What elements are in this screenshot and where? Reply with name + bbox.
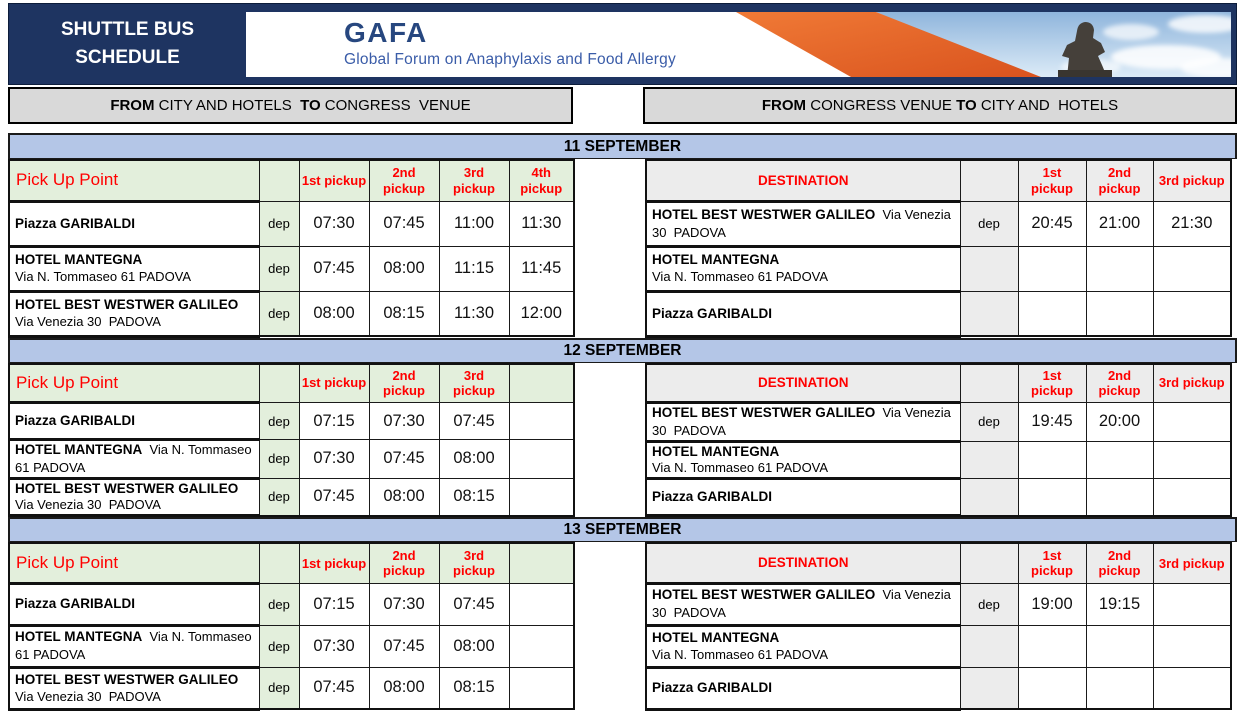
date-band-13-september	[8, 517, 1237, 542]
pickup-col-header: 2nd pickup	[369, 543, 439, 583]
dep-cell: dep	[259, 291, 299, 336]
schedule-title-line2: SCHEDULE	[75, 47, 180, 68]
destination-table-13-september	[645, 542, 1232, 711]
time-cell: 08:00	[369, 478, 439, 515]
time-cell: 11:45	[509, 246, 574, 291]
time-cell: 07:45	[369, 625, 439, 667]
time-cell	[1153, 291, 1231, 336]
time-cell	[509, 583, 574, 625]
table-row	[646, 403, 1231, 442]
shuttle-schedule-page	[8, 3, 1237, 711]
schedule-title	[9, 4, 246, 84]
time-cell: 08:00	[439, 440, 509, 479]
time-cell	[1018, 246, 1086, 291]
stop-cell	[646, 479, 960, 516]
pickup-table-13-september	[8, 542, 575, 711]
stop-cell	[646, 441, 960, 478]
time-cell	[1153, 625, 1231, 667]
pickup-col-header: 2nd pickup	[1086, 364, 1153, 403]
dep-cell: dep	[259, 403, 299, 440]
stop-name: HOTEL BEST WESTWER GALILEO	[652, 587, 876, 603]
from-label: FROM	[110, 97, 155, 114]
stop-address: Via N. Tommaseo 61 PADOVA	[15, 442, 256, 475]
dep-cell	[960, 441, 1018, 478]
time-cell: 07:30	[369, 403, 439, 440]
stop-name: HOTEL MANTEGNA	[652, 252, 780, 268]
time-cell: 07:30	[299, 440, 369, 479]
stop-name: HOTEL MANTEGNA	[652, 630, 780, 645]
stop-name: Piazza GARIBALDI	[15, 596, 136, 612]
pickup-col-header: 1st pickup	[1018, 160, 1086, 201]
stop-address: Via Venezia 30 PADOVA	[652, 405, 955, 438]
from-text: CITY AND HOTELS	[154, 97, 301, 114]
dep-column-header	[960, 160, 1018, 201]
date-label: 12 SEPTEMBER	[563, 341, 682, 359]
stop-address: Via N. Tommaseo 61 PADOVA	[652, 646, 829, 662]
stop-address: Via Venezia 30 PADOVA	[15, 688, 161, 704]
stop-address: Via N. Tommaseo 61 PADOVA	[652, 460, 829, 476]
dep-column-header	[259, 543, 299, 583]
table-row	[646, 441, 1231, 478]
gafa-logo-text: GAFA	[344, 17, 428, 48]
stop-name: Piazza GARIBALDI	[15, 413, 136, 429]
dep-cell: dep	[259, 440, 299, 479]
destination-header: DESTINATION	[646, 160, 960, 201]
gafa-tagline: Global Forum on Anaphylaxis and Food Allergy	[344, 51, 676, 68]
stop-address: Via N. Tommaseo 61 PADOVA	[15, 629, 256, 663]
pickup-col-header: 2nd pickup	[1086, 543, 1153, 583]
header-row	[646, 543, 1231, 583]
schedule-section-13-september	[8, 517, 1237, 711]
dep-cell	[960, 667, 1018, 709]
stop-cell	[646, 625, 960, 667]
stop-cell	[9, 403, 259, 440]
table-row	[9, 291, 574, 336]
header-row	[646, 160, 1231, 201]
dep-cell	[960, 291, 1018, 336]
dep-cell: dep	[259, 201, 299, 246]
date-label: 11 SEPTEMBER	[563, 137, 682, 155]
pickup-point-header: Pick Up Point	[9, 543, 259, 583]
destination-header: DESTINATION	[646, 543, 960, 583]
pickup-col-header: 2nd pickup	[1086, 160, 1153, 201]
time-cell: 07:45	[369, 440, 439, 479]
table-gap	[575, 363, 645, 518]
stop-cell	[9, 625, 259, 667]
time-cell	[1086, 291, 1153, 336]
stop-name: Piazza GARIBALDI	[15, 215, 136, 231]
stop-name: Piazza GARIBALDI	[652, 489, 773, 505]
stop-cell	[646, 403, 960, 442]
stop-name: HOTEL MANTEGNA	[652, 443, 780, 459]
pickup-col-header: 3rd pickup	[1153, 543, 1231, 583]
stop-cell	[646, 201, 960, 246]
pickup-col-header	[509, 364, 574, 403]
table-row	[646, 583, 1231, 625]
stop-name: Piazza GARIBALDI	[652, 680, 773, 696]
stop-cell	[9, 201, 259, 246]
time-cell: 11:15	[439, 246, 509, 291]
time-cell: 19:45	[1018, 403, 1086, 442]
time-cell	[1086, 625, 1153, 667]
time-cell	[1086, 246, 1153, 291]
time-cell: 07:30	[299, 201, 369, 246]
pickup-col-header: 1st pickup	[1018, 543, 1086, 583]
pickup-col-header: 3rd pickup	[1153, 160, 1231, 201]
stop-cell	[646, 291, 960, 336]
time-cell	[509, 667, 574, 709]
dep-column-header	[259, 364, 299, 403]
stop-address: Via N. Tommaseo 61 PADOVA	[15, 268, 192, 284]
time-cell: 21:30	[1153, 201, 1231, 246]
stop-cell	[646, 667, 960, 709]
time-cell	[1086, 479, 1153, 516]
time-cell	[1153, 403, 1231, 442]
stop-cell	[9, 440, 259, 479]
dep-cell: dep	[960, 583, 1018, 625]
stop-cell	[9, 246, 259, 291]
dep-cell: dep	[259, 246, 299, 291]
dep-cell	[960, 625, 1018, 667]
to-text: CITY AND HOTELS	[976, 97, 1119, 114]
pickup-col-header: 4th pickup	[509, 160, 574, 201]
spacer	[8, 124, 1237, 133]
time-cell: 11:30	[439, 291, 509, 336]
direction-headers	[8, 87, 1237, 124]
schedule-section-12-september	[8, 338, 1237, 518]
time-cell: 11:30	[509, 201, 574, 246]
time-cell: 21:00	[1086, 201, 1153, 246]
table-row	[9, 403, 574, 440]
time-cell	[509, 440, 574, 479]
table-row	[646, 625, 1231, 667]
time-cell	[1153, 441, 1231, 478]
destination-table-12-september	[645, 363, 1232, 518]
time-cell	[1018, 667, 1086, 709]
schedule-sections	[8, 133, 1237, 711]
from-label: FROM	[761, 97, 807, 114]
header-row	[9, 543, 574, 583]
stop-cell	[9, 583, 259, 625]
dep-cell: dep	[960, 403, 1018, 442]
date-band-11-september	[8, 133, 1237, 159]
time-cell: 07:45	[299, 478, 369, 515]
table-row	[9, 201, 574, 246]
pickup-col-header: 2nd pickup	[369, 160, 439, 201]
table-row	[9, 440, 574, 479]
schedule-title-line1: SHUTTLE BUS	[61, 19, 194, 41]
time-cell: 07:30	[299, 625, 369, 667]
stop-cell	[646, 246, 960, 291]
direction-header-right	[643, 87, 1237, 124]
direction-header-gap	[573, 87, 643, 124]
dep-column-header	[960, 364, 1018, 403]
from-text: CONGRESS VENUE	[806, 97, 957, 114]
date-label: 13 SEPTEMBER	[563, 521, 682, 539]
time-cell: 20:00	[1086, 403, 1153, 442]
stop-cell	[646, 583, 960, 625]
pickup-col-header: 3rd pickup	[439, 364, 509, 403]
pickup-col-header: 3rd pickup	[1153, 364, 1231, 403]
pickup-col-header	[509, 543, 574, 583]
time-cell: 12:00	[509, 291, 574, 336]
time-cell: 08:00	[369, 667, 439, 709]
time-cell: 07:45	[439, 403, 509, 440]
time-cell	[1153, 479, 1231, 516]
time-cell	[1153, 667, 1231, 709]
header-row	[9, 364, 574, 403]
dep-cell	[960, 479, 1018, 516]
destination-header: DESTINATION	[646, 364, 960, 403]
stop-address: Via N. Tommaseo 61 PADOVA	[652, 268, 829, 284]
date-band-12-september	[8, 338, 1237, 363]
time-cell	[1018, 291, 1086, 336]
destination-table-11-september	[645, 159, 1232, 338]
direction-header-left	[8, 87, 573, 124]
stop-cell	[9, 291, 259, 336]
time-cell: 08:00	[299, 291, 369, 336]
schedule-section-11-september	[8, 133, 1237, 338]
pickup-col-header: 1st pickup	[1018, 364, 1086, 403]
time-cell	[1153, 583, 1231, 625]
time-cell: 08:15	[439, 478, 509, 515]
dep-cell: dep	[259, 625, 299, 667]
time-cell: 20:45	[1018, 201, 1086, 246]
table-row	[9, 246, 574, 291]
header-row	[9, 160, 574, 201]
stop-name: HOTEL BEST WESTWER GALILEO	[652, 206, 876, 222]
time-cell: 08:15	[369, 291, 439, 336]
stop-name: HOTEL BEST WESTWER GALILEO	[15, 672, 239, 687]
time-cell: 08:00	[439, 625, 509, 667]
time-cell: 07:45	[369, 201, 439, 246]
stop-name: HOTEL BEST WESTWER GALILEO	[652, 405, 876, 420]
table-row	[646, 479, 1231, 516]
top-banner	[8, 3, 1237, 85]
pickup-table-12-september	[8, 363, 575, 518]
table-row	[9, 667, 574, 709]
pickup-point-header: Pick Up Point	[9, 364, 259, 403]
pickup-col-header: 3rd pickup	[439, 160, 509, 201]
stop-name: HOTEL BEST WESTWER GALILEO	[15, 297, 239, 313]
table-gap	[575, 159, 645, 338]
table-row	[9, 625, 574, 667]
gafa-logo	[344, 19, 676, 69]
stop-name: HOTEL BEST WESTWER GALILEO	[15, 480, 239, 496]
stop-address: Via Venezia 30 PADOVA	[15, 313, 161, 329]
time-cell	[1086, 667, 1153, 709]
dep-column-header	[259, 160, 299, 201]
header-row	[646, 364, 1231, 403]
stop-name: HOTEL MANTEGNA	[15, 442, 143, 457]
time-cell	[509, 478, 574, 515]
stop-cell	[9, 667, 259, 709]
table-row	[646, 291, 1231, 336]
to-label: TO	[956, 97, 977, 114]
stop-address: Via Venezia 30 PADOVA	[15, 497, 161, 513]
stop-address: Via Venezia 30 PADOVA	[652, 206, 955, 240]
time-cell: 07:15	[299, 403, 369, 440]
table-row	[646, 201, 1231, 246]
pickup-col-header: 1st pickup	[299, 364, 369, 403]
time-cell: 07:45	[299, 667, 369, 709]
section-tables	[8, 363, 1237, 518]
pickup-col-header: 3rd pickup	[439, 543, 509, 583]
stop-address: Via Venezia 30 PADOVA	[652, 587, 955, 621]
time-cell: 07:45	[299, 246, 369, 291]
section-tables	[8, 159, 1237, 338]
time-cell	[1018, 625, 1086, 667]
time-cell: 19:00	[1018, 583, 1086, 625]
time-cell: 08:15	[439, 667, 509, 709]
gafa-banner	[246, 12, 1231, 77]
time-cell	[1086, 441, 1153, 478]
time-cell	[509, 403, 574, 440]
section-tables	[8, 542, 1237, 711]
time-cell	[1153, 246, 1231, 291]
table-row	[646, 246, 1231, 291]
dep-cell: dep	[259, 478, 299, 515]
time-cell: 07:45	[439, 583, 509, 625]
time-cell	[509, 625, 574, 667]
stop-name: Piazza GARIBALDI	[652, 305, 773, 321]
dep-cell: dep	[960, 201, 1018, 246]
time-cell	[1018, 479, 1086, 516]
stop-name: HOTEL MANTEGNA	[15, 629, 143, 645]
stop-name: HOTEL MANTEGNA	[15, 252, 143, 268]
table-row	[9, 478, 574, 515]
dep-cell	[960, 246, 1018, 291]
dep-cell: dep	[259, 583, 299, 625]
stop-cell	[9, 478, 259, 515]
pickup-col-header: 1st pickup	[299, 160, 369, 201]
time-cell: 07:15	[299, 583, 369, 625]
time-cell: 11:00	[439, 201, 509, 246]
time-cell: 19:15	[1086, 583, 1153, 625]
dep-column-header	[960, 543, 1018, 583]
pickup-table-11-september	[8, 159, 575, 338]
pickup-point-header: Pick Up Point	[9, 160, 259, 201]
pickup-col-header: 1st pickup	[299, 543, 369, 583]
table-row	[646, 667, 1231, 709]
pickup-col-header: 2nd pickup	[369, 364, 439, 403]
time-cell: 08:00	[369, 246, 439, 291]
to-label: TO	[300, 97, 321, 114]
banner-artwork	[701, 12, 1231, 77]
table-row	[9, 583, 574, 625]
table-gap	[575, 542, 645, 711]
to-text: CONGRESS VENUE	[320, 97, 471, 114]
time-cell: 07:30	[369, 583, 439, 625]
dep-cell: dep	[259, 667, 299, 709]
time-cell	[1018, 441, 1086, 478]
